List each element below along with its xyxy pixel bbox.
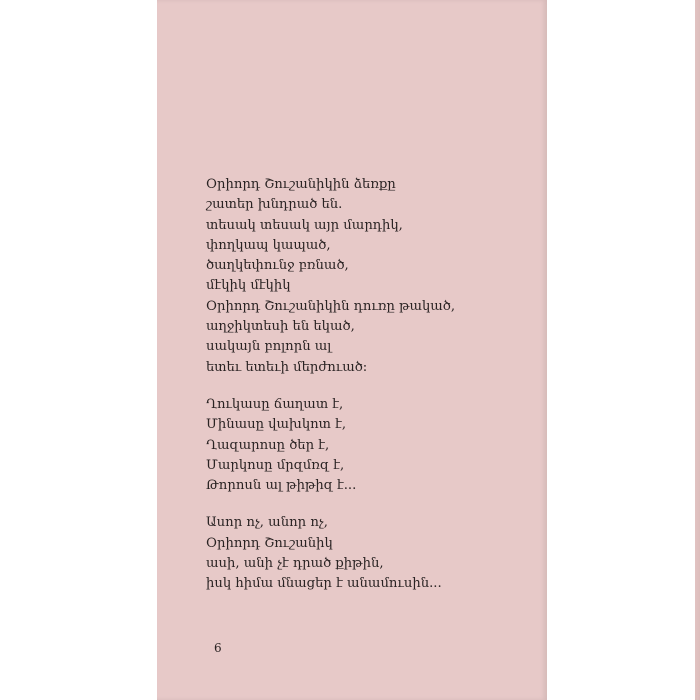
poem-line: Օրիորդ Շուշանիկին դուռը թակած, <box>206 298 456 314</box>
stanza-2 <box>206 395 526 496</box>
poem-line: տեսակ տեսակ այր մարդիկ, <box>206 217 403 233</box>
poem-line: Մարկոսը մրզմռզ է, <box>206 457 345 473</box>
poem-line: շատեր խնդրած են. <box>206 197 343 213</box>
poem-line: Օրիորդ Շուշանիկ <box>206 535 333 551</box>
poem-line: ծաղկեփունջ բռնած, <box>206 258 349 274</box>
poem-line: աղջիկտեսի են եկած, <box>206 319 355 335</box>
stanza-3 <box>206 513 526 594</box>
poem-line: Ասոր ոչ, անոր ոչ, <box>206 515 328 531</box>
book-page <box>157 0 547 700</box>
poem-line: Թորոսն ալ թիթիզ է... <box>206 478 357 494</box>
poem-line: Օրիորդ Շուշանիկին ձեռքը <box>206 177 396 192</box>
poem-line: ետեւ ետեւի մերժուած: <box>206 359 368 375</box>
page-edge-shadow <box>695 0 700 700</box>
poem-line: մէկիկ մէկիկ <box>206 278 291 294</box>
poem-text <box>206 175 526 612</box>
stanza-1 <box>206 175 526 378</box>
poem-line: ասի, անի չէ դրած քիթին, <box>206 556 384 572</box>
page-number: 6 <box>214 641 222 655</box>
poem-line: Ղազարոսը ծեր է, <box>206 437 330 453</box>
poem-line: իսկ հիմա մնացեր է անամուսին... <box>206 576 442 592</box>
poem-line: փողկապ կապած, <box>206 237 331 253</box>
poem-line: սակայն բոլորն ալ <box>206 339 332 355</box>
poem-line: Ղուկասը ճաղատ է, <box>206 396 344 412</box>
poem-line: Մինասը վախկոտ է, <box>206 417 347 433</box>
